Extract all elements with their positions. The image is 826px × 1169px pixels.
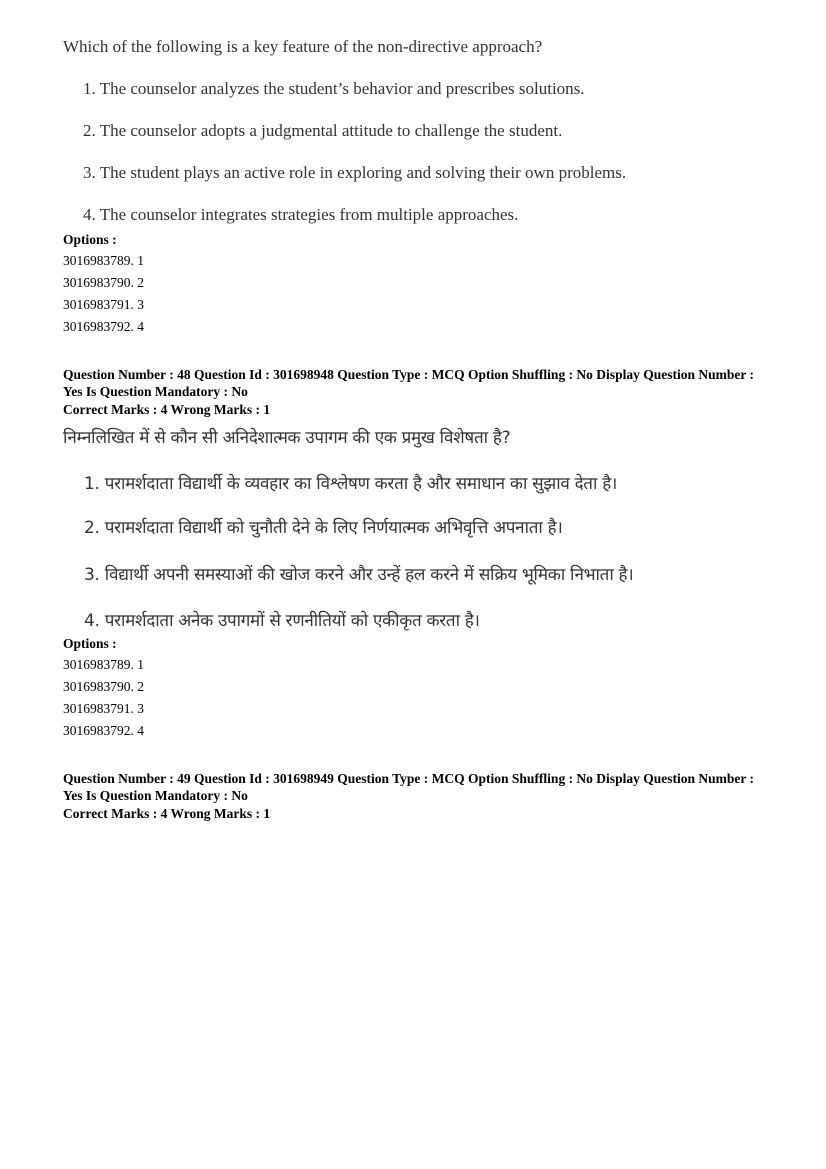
q47-choice-4: 4. The counselor integrates strategies from multiple approaches. <box>83 205 519 224</box>
q49-marks: Correct Marks : 4 Wrong Marks : 1 <box>63 806 271 821</box>
q48-options-label: Options : <box>63 636 117 651</box>
q47-choice-3: 3. The student plays an active role in exploring and solving their own problems. <box>83 163 627 182</box>
q48-meta: Question Number : 48 Question Id : 301698948 Question Type : MCQ Option Shuffling : No Display Question Number : Yes Is Question Mandatory : No <box>63 367 754 399</box>
q47-choice-2: 2. The counselor adopts a judgmental attitude to challenge the student. <box>83 121 563 140</box>
q49-meta: Question Number : 49 Question Id : 301698949 Question Type : MCQ Option Shuffling : No Display Question Number : Yes Is Question Mandatory : No <box>63 771 754 803</box>
q48-choice-4: 4. परामर्शदाता अनेक उपागमों से रणनीतियों को एकीकृत करता है। <box>84 611 480 631</box>
q48-option-id: 3016983791. 3 <box>63 701 144 716</box>
q47-option-id: 3016983792. 4 <box>63 319 144 334</box>
q48-option-id: 3016983790. 2 <box>63 679 144 694</box>
q48-option-id: 3016983792. 4 <box>63 723 144 738</box>
q47-option-id: 3016983789. 1 <box>63 253 144 268</box>
q48-choice-1: 1. परामर्शदाता विद्यार्थी के व्यवहार का विश्लेषण करता है और समाधान का सुझाव देता है। <box>84 474 618 494</box>
q47-question-text: Which of the following is a key feature of the non-directive approach? <box>63 37 543 56</box>
q48-marks: Correct Marks : 4 Wrong Marks : 1 <box>63 402 271 417</box>
q47-option-id: 3016983791. 3 <box>63 297 144 312</box>
q48-choice-2: 2. परामर्शदाता विद्यार्थी को चुनौती देने के लिए निर्णयात्मक अभिवृत्ति अपनाता है। <box>84 518 563 538</box>
q47-choice-1: 1. The counselor analyzes the student’s behavior and prescribes solutions. <box>83 79 585 98</box>
q48-question-text: निम्नलिखित में से कौन सी अनिदेशात्मक उपागम की एक प्रमुख विशेषता है? <box>63 428 511 448</box>
q48-choice-3: 3. विद्यार्थी अपनी समस्याओं की खोज करने और उन्हें हल करने में सक्रिय भूमिका निभाता है। <box>84 565 634 585</box>
q47-option-id: 3016983790. 2 <box>63 275 144 290</box>
q48-option-id: 3016983789. 1 <box>63 657 144 672</box>
q47-options-label: Options : <box>63 232 117 247</box>
